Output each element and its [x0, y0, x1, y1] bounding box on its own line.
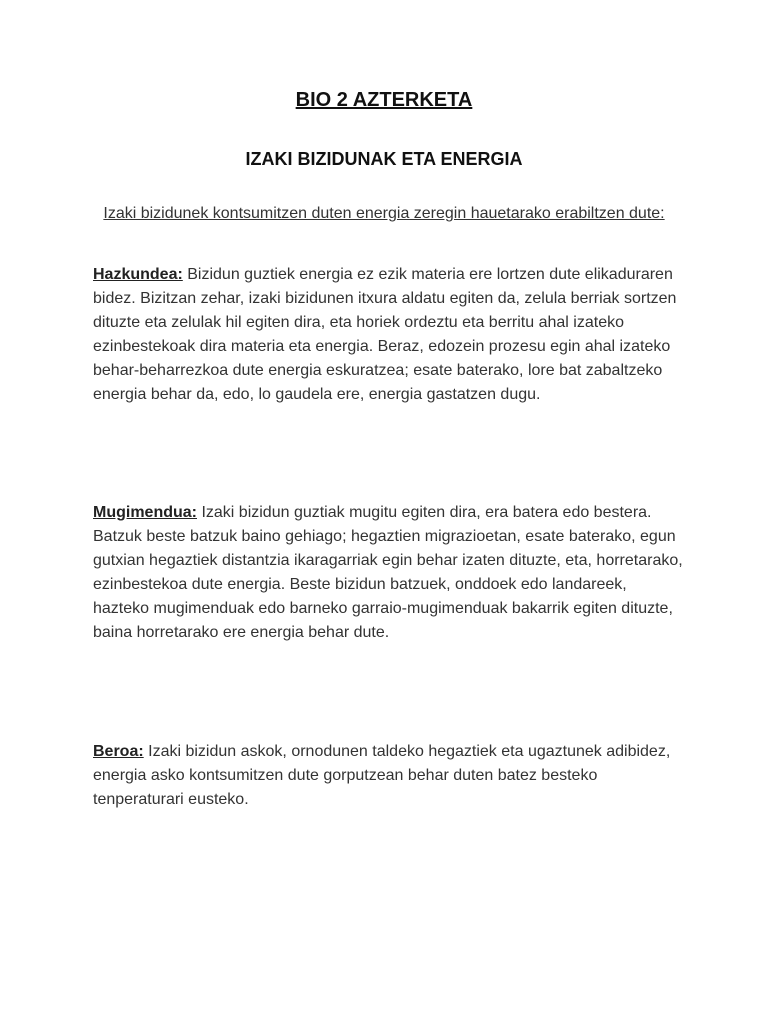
section-hazkundea: [93, 263, 683, 407]
section-term: Hazkundea:: [93, 266, 183, 283]
intro-paragraph: Izaki bizidunek kontsumitzen duten energia zeregin hauetarako erabiltzen dute:: [103, 205, 665, 222]
section-term: Mugimendua:: [93, 504, 197, 521]
section-text: Izaki bizidun askok, ornodunen taldeko hegaztiek eta ugaztunek adibidez, energia asko kontsumitzen dute gorputzean behar duten batez besteko tenperaturari eusteko.: [93, 743, 671, 808]
section-mugimendua: [93, 501, 683, 645]
section-term: Beroa:: [93, 743, 144, 760]
document-subtitle: IZAKI BIZIDUNAK ETA ENERGIA: [245, 149, 523, 169]
document-title: BIO 2 AZTERKETA: [295, 89, 473, 111]
section-beroa: [93, 740, 683, 812]
section-text: Bizidun guztiek energia ez ezik materia ere lortzen dute elikaduraren bidez. Bizitzan zehar, izaki bizidunen itxura aldatu egiten da, zelula berriak sortzen dituzte eta zelulak hil egiten dira, eta horiek ordeztu eta berritu ahal izateko ezinbestekoak dira materia eta energia. Beraz, edozein prozesu egin ahal izateko behar-beharrezkoa dute energia eskuratzea; esate baterako, lore bat zabaltzeko energia behar da, edo, lo gaudela ere, energia gastatzen dugu.: [93, 266, 677, 403]
section-text: Izaki bizidun guztiak mugitu egiten dira, era batera edo bestera. Batzuk beste batzuk baino gehiago; hegaztien migrazioetan, esate baterako, egun gutxian hegaztiek distantzia ikaragarriak egin behar izaten dituzte, eta, horretarako, ezinbestekoa dute energia. Beste bizidun batzuek, onddoek edo landareek, hazteko mugimenduak edo barneko garraio-mugimenduak bakarrik egiten dituzte, baina horretarako ere energia behar dute.: [93, 504, 683, 641]
